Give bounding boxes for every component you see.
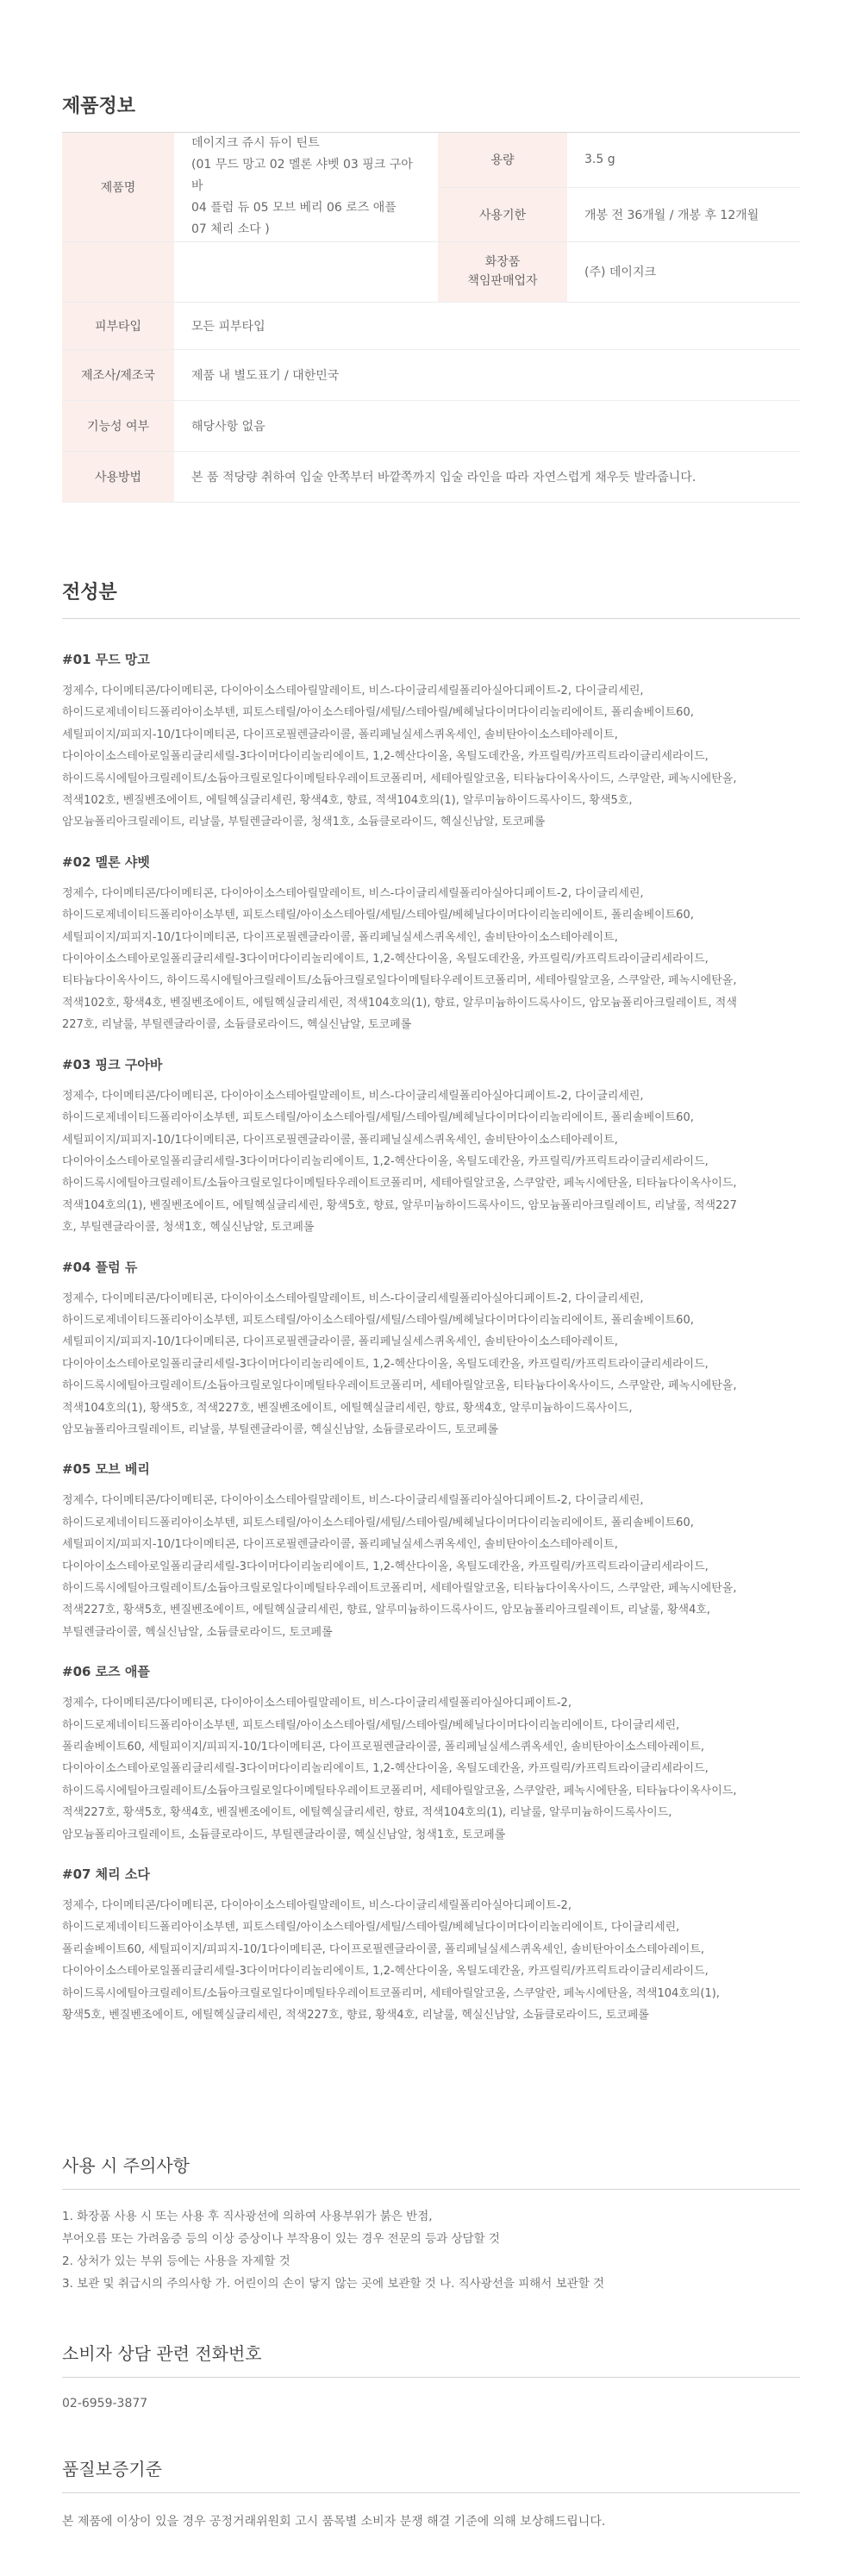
ingredient-text xyxy=(62,1692,800,1846)
usage-label: 사용방법 xyxy=(62,451,174,502)
ingredient-line: 세틸피이지/피피지-10/1다이메티콘, 다이프로필렌글라이콜, 폴리페닐실세스퀴옥세인, 솔비탄아이소스테아레이트, xyxy=(62,1538,618,1552)
ingredient-line: 정제수, 다이메티콘/다이메티콘, 다이아이소스테아릴말레이트, 비스-다이글리세릴폴리아실아디페이트-2, 다이글리세린, xyxy=(62,1089,644,1103)
product-name-line: 데이지크 쥬시 듀이 틴트 xyxy=(191,136,320,151)
caution-item: 부어오름 또는 가려움증 등의 이상 증상이나 부작용이 있는 경우 전문의 등과 상담할 것 xyxy=(62,2232,500,2246)
product-name-line: (01 무드 망고 02 멜론 샤벳 03 핑크 구아바 xyxy=(191,158,413,194)
ingredient-line: 적색104호의(1), 벤질벤조에이트, 에틸헥실글리세린, 황색5호, 향료, 알루미늄하이드록사이드, 암모늄폴리아크릴레이트, 리날룰, 적색227 xyxy=(62,1198,737,1212)
caution-item: 2. 상처가 있는 부위 등에는 사용을 자제할 것 xyxy=(62,2254,290,2268)
functional-value: 해당사항 없음 xyxy=(174,400,800,451)
caution-section xyxy=(62,2152,800,2295)
maker-value: 제품 내 별도표기 / 대한민국 xyxy=(174,349,800,400)
ingredient-line: 정제수, 다이메티콘/다이메티콘, 다이아이소스테아릴말레이트, 비스-다이글리세릴폴리아실아디페이트-2, xyxy=(62,1697,572,1710)
ingredient-line: 하이드록시에틸아크릴레이트/소듐아크릴로일다이메틸타우레이트코폴리머, 세테아릴알코올, 티타늄다이옥사이드, 스쿠알란, 페녹시에탄올, xyxy=(62,1379,737,1393)
ingredient-block xyxy=(62,1055,800,1239)
ingredient-line: 하이드로제네이티드폴리아이소부텐, 피토스테릴/아이소스테아릴/세틸/스테아릴/베헤닐다이머다이리놀리에이트, 폴리솔베이트60, xyxy=(62,1516,694,1529)
maker-label: 제조사/제조국 xyxy=(62,349,174,400)
ingredient-line: 하이드록시에틸아크릴레이트/소듐아크릴로일다이메틸타우레이트코폴리머, 세테아릴알코올, 스쿠알란, 페녹시에탄올, 티타늄다이옥사이드, xyxy=(62,1784,737,1798)
ingredient-line: 정제수, 다이메티콘/다이메티콘, 다이아이소스테아릴말레이트, 비스-다이글리세릴폴리아실아디페이트-2, 다이글리세린, xyxy=(62,886,644,900)
expiry-value: 개봉 전 36개월 / 개봉 후 12개월 xyxy=(567,187,800,241)
ingredient-line: 세틸피이지/피피지-10/1다이메티콘, 다이프로필렌글라이콜, 폴리페닐실세스퀴옥세인, 솔비탄아이소스테아레이트, xyxy=(62,930,618,944)
quality-text: 본 제품에 이상이 있을 경우 공정거래위원회 고시 품목별 소비자 분쟁 해결 기준에 의해 보상해드립니다. xyxy=(62,2515,606,2529)
ingredients-section xyxy=(62,578,800,2046)
ingredient-line: 정제수, 다이메티콘/다이메티콘, 다이아이소스테아릴말레이트, 비스-다이글리세릴폴리아실아디페이트-2, 다이글리세린, xyxy=(62,1494,644,1508)
ingredient-block xyxy=(62,853,800,1036)
ingredient-line: 암모늄폴리아크릴레이트, 리날룰, 부틸렌글라이콜, 청색1호, 소듐클로라이드, 헥실신남알, 토코페롤 xyxy=(62,816,546,829)
ingredient-shade-name: #05 모브 베리 xyxy=(62,1461,150,1478)
ingredient-line: 다이아이소스테아로일폴리글리세릴-3다이머다이리놀리에이트, 1,2-헥산다이올, 옥틸도데칸올, 카프릴릭/카프릭트라이글리세라이드, xyxy=(62,1560,709,1573)
capacity-label: 용량 xyxy=(438,133,567,187)
skin-type-value: 모든 피부타입 xyxy=(174,302,800,349)
ingredient-block xyxy=(62,1460,800,1643)
ingredient-line: 티타늄다이옥사이드, 하이드록시에틸아크릴레이트/소듐아크릴로일다이메틸타우레이트코폴리머, 세테아릴알코올, 스쿠알란, 페녹시에탄올, xyxy=(62,974,737,988)
caution-list xyxy=(62,2205,800,2295)
ingredient-line: 폴리솔베이트60, 세틸피이지/피피지-10/1다이메티콘, 다이프로필렌글라이콜, 폴리페닐실세스퀴옥세인, 솔비탄아이소스테아레이트, xyxy=(62,1942,705,1956)
ingredient-text xyxy=(62,883,800,1036)
ingredient-text xyxy=(62,680,800,834)
ingredient-line: 호, 부틸렌글라이콜, 청색1호, 헥실신남알, 토코페롤 xyxy=(62,1221,315,1235)
ingredient-block xyxy=(62,1865,800,2026)
ingredient-line: 적색227호, 황색5호, 벤질벤조에이트, 에틸헥실글리세린, 향료, 알루미늄하이드록사이드, 암모늄폴리아크릴레이트, 리날룰, 황색4호, xyxy=(62,1604,711,1617)
ingredient-line: 폴리솔베이트60, 세틸피이지/피피지-10/1다이메티콘, 다이프로필렌글라이콜, 폴리페닐실세스퀴옥세인, 솔비탄아이소스테아레이트, xyxy=(62,1741,705,1754)
product-name-label: 제품명 xyxy=(62,133,174,241)
ingredient-line: 하이드로제네이티드폴리아이소부텐, 피토스테릴/아이소스테아릴/세틸/스테아릴/베헤닐다이머다이리놀리에이트, 다이글리세린, xyxy=(62,1718,680,1732)
ingredient-line: 적색102호, 벤질벤조에이트, 에틸헥실글리세린, 황색4호, 향료, 적색104호의(1), 알루미늄하이드록사이드, 황색5호, xyxy=(62,794,633,808)
empty-label-cell xyxy=(62,241,174,302)
ingredient-shade-name: #03 핑크 구아바 xyxy=(62,1056,163,1072)
ingredient-line: 암모늄폴리아크릴레이트, 소듐클로라이드, 부틸렌글라이콜, 헥실신남알, 청색1호, 토코페롤 xyxy=(62,1828,506,1841)
product-info-section xyxy=(62,91,800,503)
ingredient-line: 하이드로제네이티드폴리아이소부텐, 피토스테릴/아이소스테아릴/세틸/스테아릴/베헤닐다이머다이리놀리에이트, 다이글리세린, xyxy=(62,1921,680,1935)
contact-title: 소비자 상담 관련 전화번호 xyxy=(62,2340,800,2378)
ingredient-line: 정제수, 다이메티콘/다이메티콘, 다이아이소스테아릴말레이트, 비스-다이글리세릴폴리아실아디페이트-2, xyxy=(62,1899,572,1913)
caution-item: 3. 보관 및 취급시의 주의사항 가. 어린이의 손이 닿지 않는 곳에 보관할 것 나. 직사광선을 피해서 보관할 것 xyxy=(62,2277,605,2291)
ingredient-line: 다이아이소스테아로일폴리글리세릴-3다이머다이리놀리에이트, 1,2-헥산다이올, 옥틸도데칸올, 카프릴릭/카프릭트라이글리세라이드, xyxy=(62,1357,709,1371)
ingredient-line: 하이드로제네이티드폴리아이소부텐, 피토스테릴/아이소스테아릴/세틸/스테아릴/베헤닐다이머다이리놀리에이트, 폴리솔베이트60, xyxy=(62,1111,694,1125)
product-name-line: 07 체리 소다 ) xyxy=(191,222,270,237)
ingredient-line: 암모늄폴리아크릴레이트, 리날룰, 부틸렌글라이콜, 헥실신남알, 소듐클로라이드, 토코페롤 xyxy=(62,1422,498,1436)
contact-phone: 02-6959-3877 xyxy=(62,2397,148,2410)
ingredient-shade-name: #06 로즈 애플 xyxy=(62,1664,150,1680)
ingredient-line: 227호, 리날룰, 부틸렌글라이콜, 소듐클로라이드, 헥실신남알, 토코페롤 xyxy=(62,1018,412,1032)
ingredient-line: 다이아이소스테아로일폴리글리세릴-3다이머다이리놀리에이트, 1,2-헥산다이올, 옥틸도데칸올, 카프릴릭/카프릭트라이글리세라이드, xyxy=(62,1154,709,1168)
ingredient-shade-name: #04 플럼 듀 xyxy=(62,1259,138,1275)
product-name-line: 04 플럼 듀 05 모브 베리 06 로즈 애플 xyxy=(191,201,397,216)
ingredient-line: 부틸렌글라이콜, 헥실신남알, 소듐클로라이드, 토코페롤 xyxy=(62,1625,333,1639)
ingredient-block xyxy=(62,1662,800,1846)
caution-item: 1. 화장품 사용 시 또는 사용 후 직사광선에 의하여 사용부위가 붉은 반점, xyxy=(62,2210,433,2223)
ingredient-line: 하이드로제네이티드폴리아이소부텐, 피토스테릴/아이소스테아릴/세틸/스테아릴/베헤닐다이머다이리놀리에이트, 폴리솔베이트60, xyxy=(62,1313,694,1327)
ingredient-line: 적색227호, 황색5호, 황색4호, 벤질벤조에이트, 에틸헥실글리세린, 향료, 적색104호의(1), 리날룰, 알루미늄하이드록사이드, xyxy=(62,1806,672,1820)
ingredient-line: 하이드록시에틸아크릴레이트/소듐아크릴로일다이메틸타우레이트코폴리머, 세테아릴알코올, 스쿠알란, 페녹시에탄올, 티타늄다이옥사이드, xyxy=(62,1177,737,1191)
ingredient-line: 정제수, 다이메티콘/다이메티콘, 다이아이소스테아릴말레이트, 비스-다이글리세릴폴리아실아디페이트-2, 다이글리세린, xyxy=(62,1291,644,1305)
ingredient-line: 세틸피이지/피피지-10/1다이메티콘, 다이프로필렌글라이콜, 폴리페닐실세스퀴옥세인, 솔비탄아이소스테아레이트, xyxy=(62,1133,618,1147)
ingredient-line: 하이드록시에틸아크릴레이트/소듐아크릴로일다이메틸타우레이트코폴리머, 세테아릴알코올, 티타늄다이옥사이드, 스쿠알란, 페녹시에탄올, xyxy=(62,772,737,785)
quality-title: 품질보증기준 xyxy=(62,2455,800,2493)
product-name-value xyxy=(174,133,438,241)
capacity-value: 3.5 g xyxy=(567,133,800,187)
ingredient-line: 적색104호의(1), 황색5호, 적색227호, 벤질벤조에이트, 에틸헥실글리세린, 향료, 황색4호, 알루미늄하이드록사이드, xyxy=(62,1401,633,1415)
ingredient-line: 적색102호, 황색4호, 벤질벤조에이트, 에틸헥실글리세린, 적색104호의(1), 향료, 알루미늄하이드록사이드, 암모늄폴리아크릴레이트, 적색 xyxy=(62,996,737,1010)
ingredient-text xyxy=(62,1085,800,1239)
ingredient-block xyxy=(62,650,800,834)
ingredient-shade-name: #07 체리 소다 xyxy=(62,1866,150,1883)
ingredient-line: 다이아이소스테아로일폴리글리세릴-3다이머다이리놀리에이트, 1,2-헥산다이올, 옥틸도데칸올, 카프릴릭/카프릭트라이글리세라이드, xyxy=(62,1965,709,1979)
ingredient-text xyxy=(62,1288,800,1441)
contact-section xyxy=(62,2340,800,2410)
ingredient-block xyxy=(62,1258,800,1441)
ingredient-line: 세틸피이지/피피지-10/1다이메티콘, 다이프로필렌글라이콜, 폴리페닐실세스퀴옥세인, 솔비탄아이소스테아레이트, xyxy=(62,728,618,741)
skin-type-label: 피부타입 xyxy=(62,302,174,349)
product-info-table xyxy=(62,133,800,503)
ingredient-text xyxy=(62,1895,800,2026)
ingredient-line: 하이드로제네이티드폴리아이소부텐, 피토스테릴/아이소스테아릴/세틸/스테아릴/베헤닐다이머다이리놀리에이트, 폴리솔베이트60, xyxy=(62,909,694,922)
quality-section xyxy=(62,2455,800,2529)
ingredients-list xyxy=(62,650,800,2027)
caution-title: 사용 시 주의사항 xyxy=(62,2152,800,2190)
ingredients-title: 전성분 xyxy=(62,578,800,619)
seller-label xyxy=(438,241,567,302)
ingredient-line: 하이드록시에틸아크릴레이트/소듐아크릴로일다이메틸타우레이트코폴리머, 세테아릴알코올, 티타늄다이옥사이드, 스쿠알란, 페녹시에탄올, xyxy=(62,1582,737,1595)
ingredient-line: 황색5호, 벤질벤조에이트, 에틸헥실글리세린, 적색227호, 향료, 황색4호, 리날룰, 헥실신남알, 소듐클로라이드, 토코페롤 xyxy=(62,2009,649,2023)
ingredient-line: 다이아이소스테아로일폴리글리세릴-3다이머다이리놀리에이트, 1,2-헥산다이올, 옥틸도데칸올, 카프릴릭/카프릭트라이글리세라이드, xyxy=(62,750,709,764)
seller-label-line: 화장품 xyxy=(484,255,521,269)
functional-label: 기능성 여부 xyxy=(62,400,174,451)
ingredient-shade-name: #01 무드 망고 xyxy=(62,652,150,667)
ingredient-line: 하이드록시에틸아크릴레이트/소듐아크릴로일다이메틸타우레이트코폴리머, 세테아릴알코올, 스쿠알란, 페녹시에탄올, 적색104호의(1), xyxy=(62,1986,720,2000)
ingredient-line: 정제수, 다이메티콘/다이메티콘, 다이아이소스테아릴말레이트, 비스-다이글리세릴폴리아실아디페이트-2, 다이글리세린, xyxy=(62,685,644,697)
ingredient-line: 세틸피이지/피피지-10/1다이메티콘, 다이프로필렌글라이콜, 폴리페닐실세스퀴옥세인, 솔비탄아이소스테아레이트, xyxy=(62,1335,618,1349)
ingredient-text xyxy=(62,1490,800,1643)
ingredient-line: 다이아이소스테아로일폴리글리세릴-3다이머다이리놀리에이트, 1,2-헥산다이올, 옥틸도데칸올, 카프릴릭/카프릭트라이글리세라이드, xyxy=(62,1762,709,1776)
seller-value: (주) 데이지크 xyxy=(567,241,800,302)
ingredient-shade-name: #02 멜론 샤벳 xyxy=(62,853,150,870)
empty-value-cell xyxy=(174,241,438,302)
expiry-label: 사용기한 xyxy=(438,187,567,241)
ingredient-line: 다이아이소스테아로일폴리글리세릴-3다이머다이리놀리에이트, 1,2-헥산다이올, 옥틸도데칸올, 카프릴릭/카프릭트라이글리세라이드, xyxy=(62,953,709,966)
product-info-title: 제품정보 xyxy=(62,91,800,133)
ingredient-line: 하이드로제네이티드폴리아이소부텐, 피토스테릴/아이소스테아릴/세틸/스테아릴/베헤닐다이머다이리놀리에이트, 폴리솔베이트60, xyxy=(62,706,694,720)
seller-label-line: 책임판매업자 xyxy=(467,274,538,288)
usage-value: 본 품 적당량 취하여 입술 안쪽부터 바깥쪽까지 입술 라인을 따라 자연스럽게 채우듯 발라줍니다. xyxy=(174,451,800,502)
